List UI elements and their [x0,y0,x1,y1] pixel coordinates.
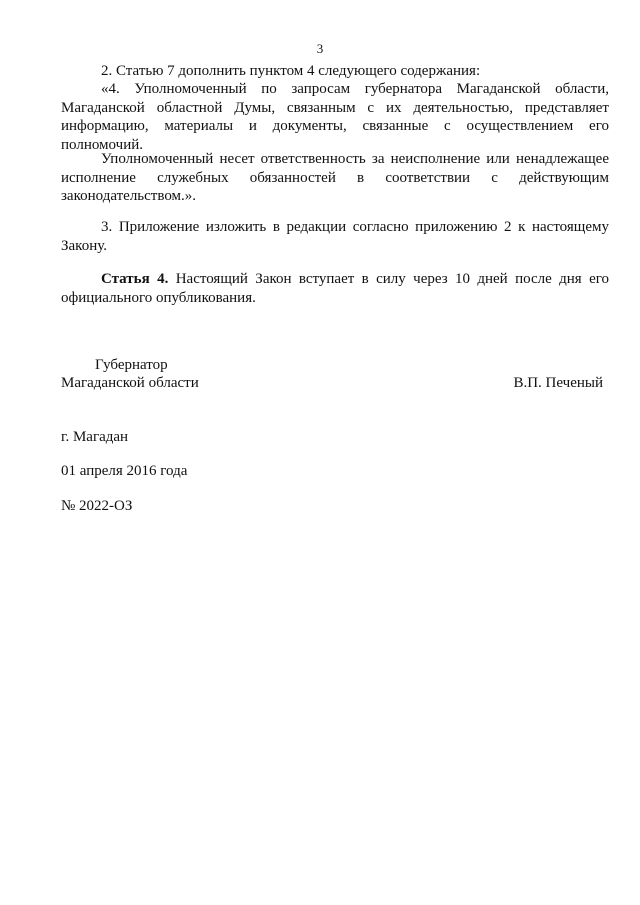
article-4-heading: Статья 4. [101,271,169,287]
article-4-text: Настоящий Закон вступает в силу через 10 дней после дня его официального опубликования. [61,271,610,306]
item-3-paragraph: 3. Приложение изложить в редакции согласно приложению 2 к настоящему Закону. [61,219,609,254]
signatory-title: Губернатор [95,357,168,373]
signatory-name: В.П. Печеный [513,375,603,391]
city: г. Магадан [61,429,129,445]
page-number: 3 [316,41,324,56]
article-4-paragraph [61,270,609,307]
date: 01 апреля 2016 года [61,463,188,479]
item-2-quote-paragraph-2: Уполномоченный несет ответственность за неисполнение или ненадлежащее исполнение служебных обязанностей в соответствии с действующим законодательством.». [61,151,609,204]
signatory-region: Магаданской области [61,375,199,391]
law-number: № 2022-ОЗ [61,498,133,514]
item-2-quote-paragraph-1: «4. Уполномоченный по запросам губернатора Магаданской области, Магаданской областной Думы, связанным с их деятельностью, представляет информацию, материалы и документы, связанные с осуществлением его полномочий. [61,81,609,153]
item-2-paragraph: 2. Статью 7 дополнить пунктом 4 следующего содержания: [101,63,481,79]
